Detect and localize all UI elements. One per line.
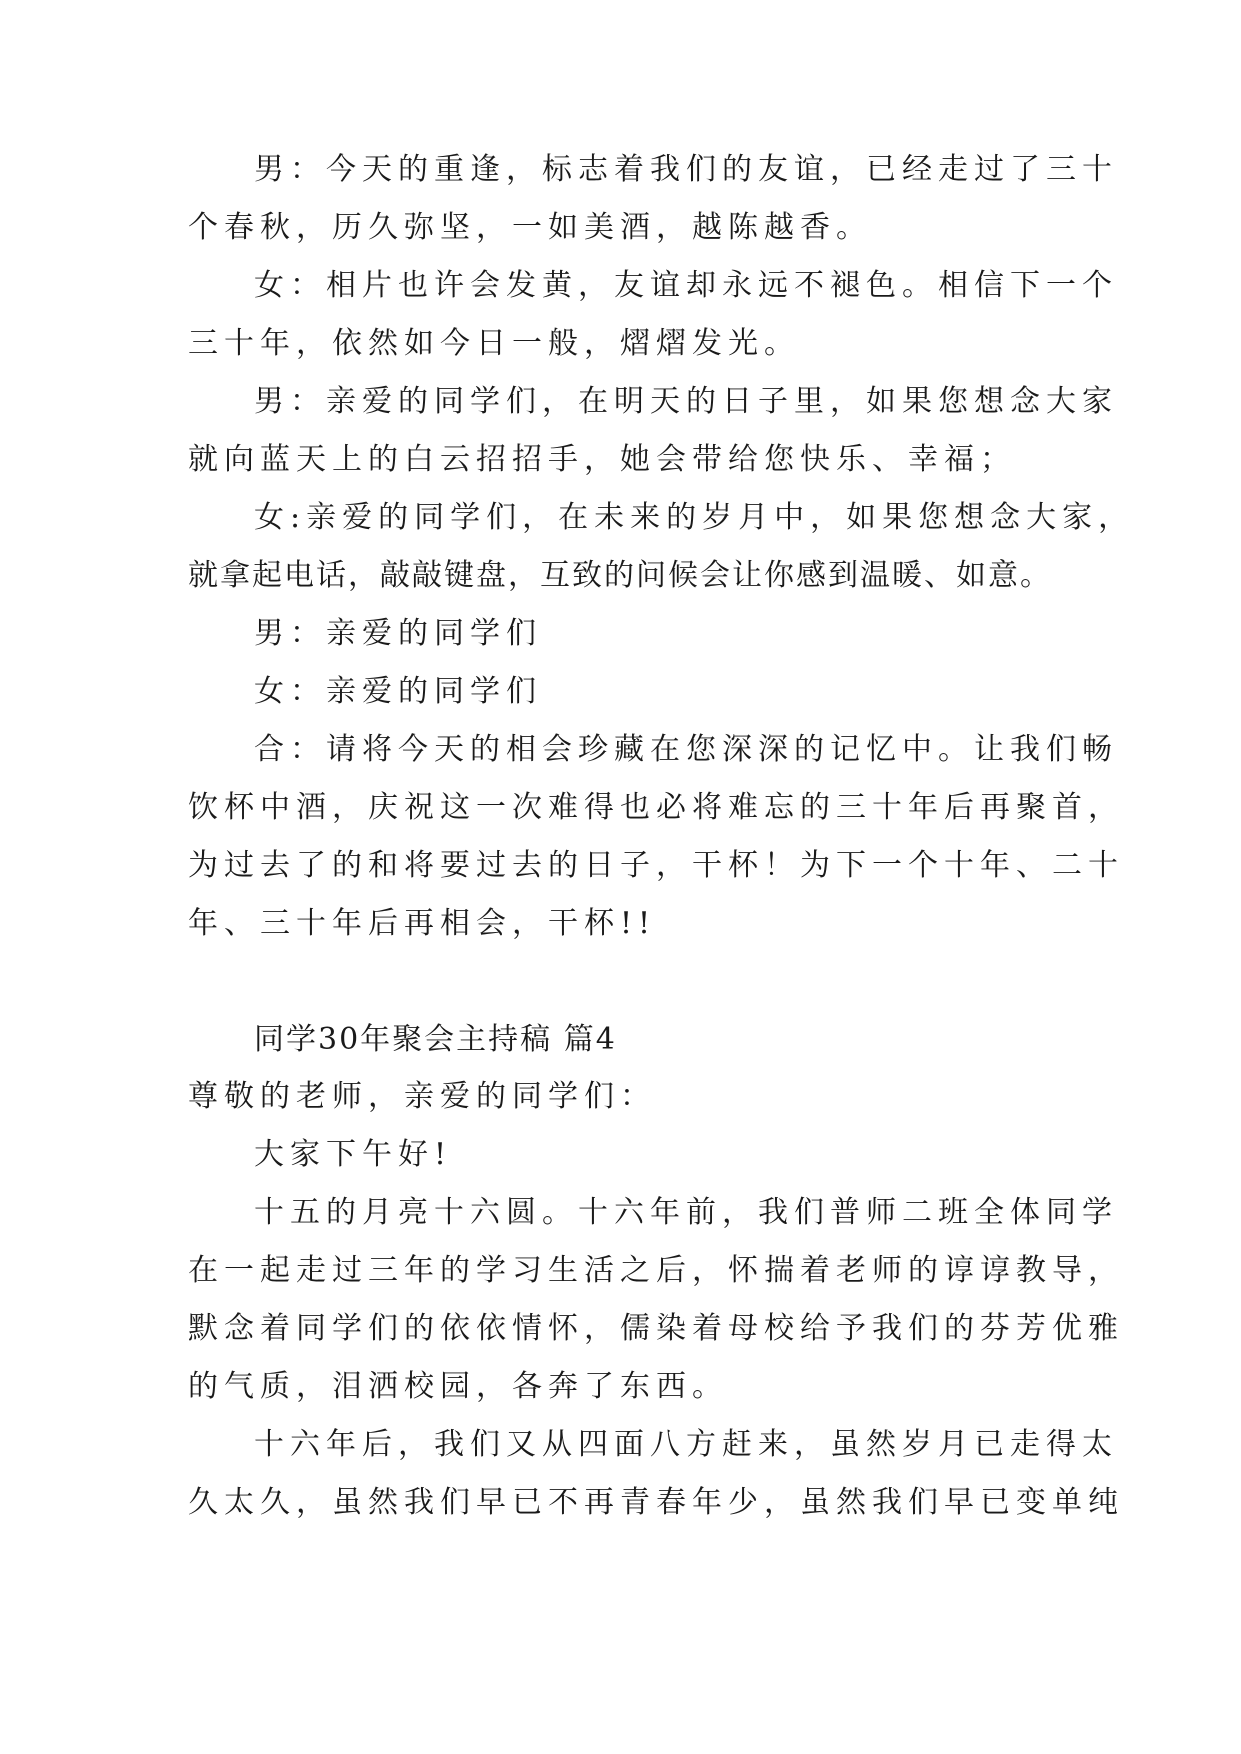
greeting: 大家下午好! <box>254 1137 453 1172</box>
paragraph-line: 在一起走过三年的学习生活之后，怀揣着老师的谆谆教导， <box>188 1253 1124 1288</box>
paragraph-line: 十五的月亮十六圆。十六年前，我们普师二班全体同学 <box>254 1195 1118 1230</box>
paragraph-line: 合：请将今天的相会珍藏在您深深的记忆中。让我们畅 <box>254 732 1118 767</box>
salutation: 尊敬的老师，亲爱的同学们： <box>188 1079 656 1114</box>
paragraph-line: 男：亲爱的同学们 <box>254 616 542 651</box>
paragraph-line: 女:亲爱的同学们，在未来的岁月中，如果您想念大家， <box>254 500 1135 535</box>
paragraph-line: 男：亲爱的同学们，在明天的日子里，如果您想念大家 <box>254 384 1118 419</box>
paragraph-line: 十六年后，我们又从四面八方赶来，虽然岁月已走得太 <box>254 1427 1118 1462</box>
paragraph-line: 就向蓝天上的白云招招手，她会带给您快乐、幸福； <box>188 442 1016 477</box>
paragraph-line: 的气质，泪洒校园，各奔了东西。 <box>188 1369 728 1404</box>
paragraph-line: 饮杯中酒，庆祝这一次难得也必将难忘的三十年后再聚首， <box>188 790 1124 825</box>
paragraph-line: 就拿起电话，敲敲键盘，互致的问候会让你感到温暖、如意。 <box>188 558 1052 593</box>
paragraph-line: 女：亲爱的同学们 <box>254 674 542 709</box>
paragraph-line: 久太久，虽然我们早已不再青春年少，虽然我们早已变单纯 <box>188 1485 1124 1520</box>
paragraph-line: 三十年，依然如今日一般，熠熠发光。 <box>188 326 800 361</box>
paragraph-line: 个春秋，历久弥坚，一如美酒，越陈越香。 <box>188 210 872 245</box>
paragraph-line: 男：今天的重逢，标志着我们的友谊，已经走过了三十 <box>254 152 1118 187</box>
paragraph-line: 女：相片也许会发黄，友谊却永远不褪色。相信下一个 <box>254 268 1118 303</box>
paragraph-line: 为过去了的和将要过去的日子，干杯！为下一个十年、二十 <box>188 848 1124 883</box>
paragraph-line: 默念着同学们的依依情怀，儒染着母校给予我们的芬芳优雅 <box>188 1311 1124 1346</box>
section-heading: 同学30年聚会主持稿 篇4 <box>254 1022 617 1057</box>
paragraph-line: 年、三十年后再相会，干杯!! <box>188 906 657 941</box>
